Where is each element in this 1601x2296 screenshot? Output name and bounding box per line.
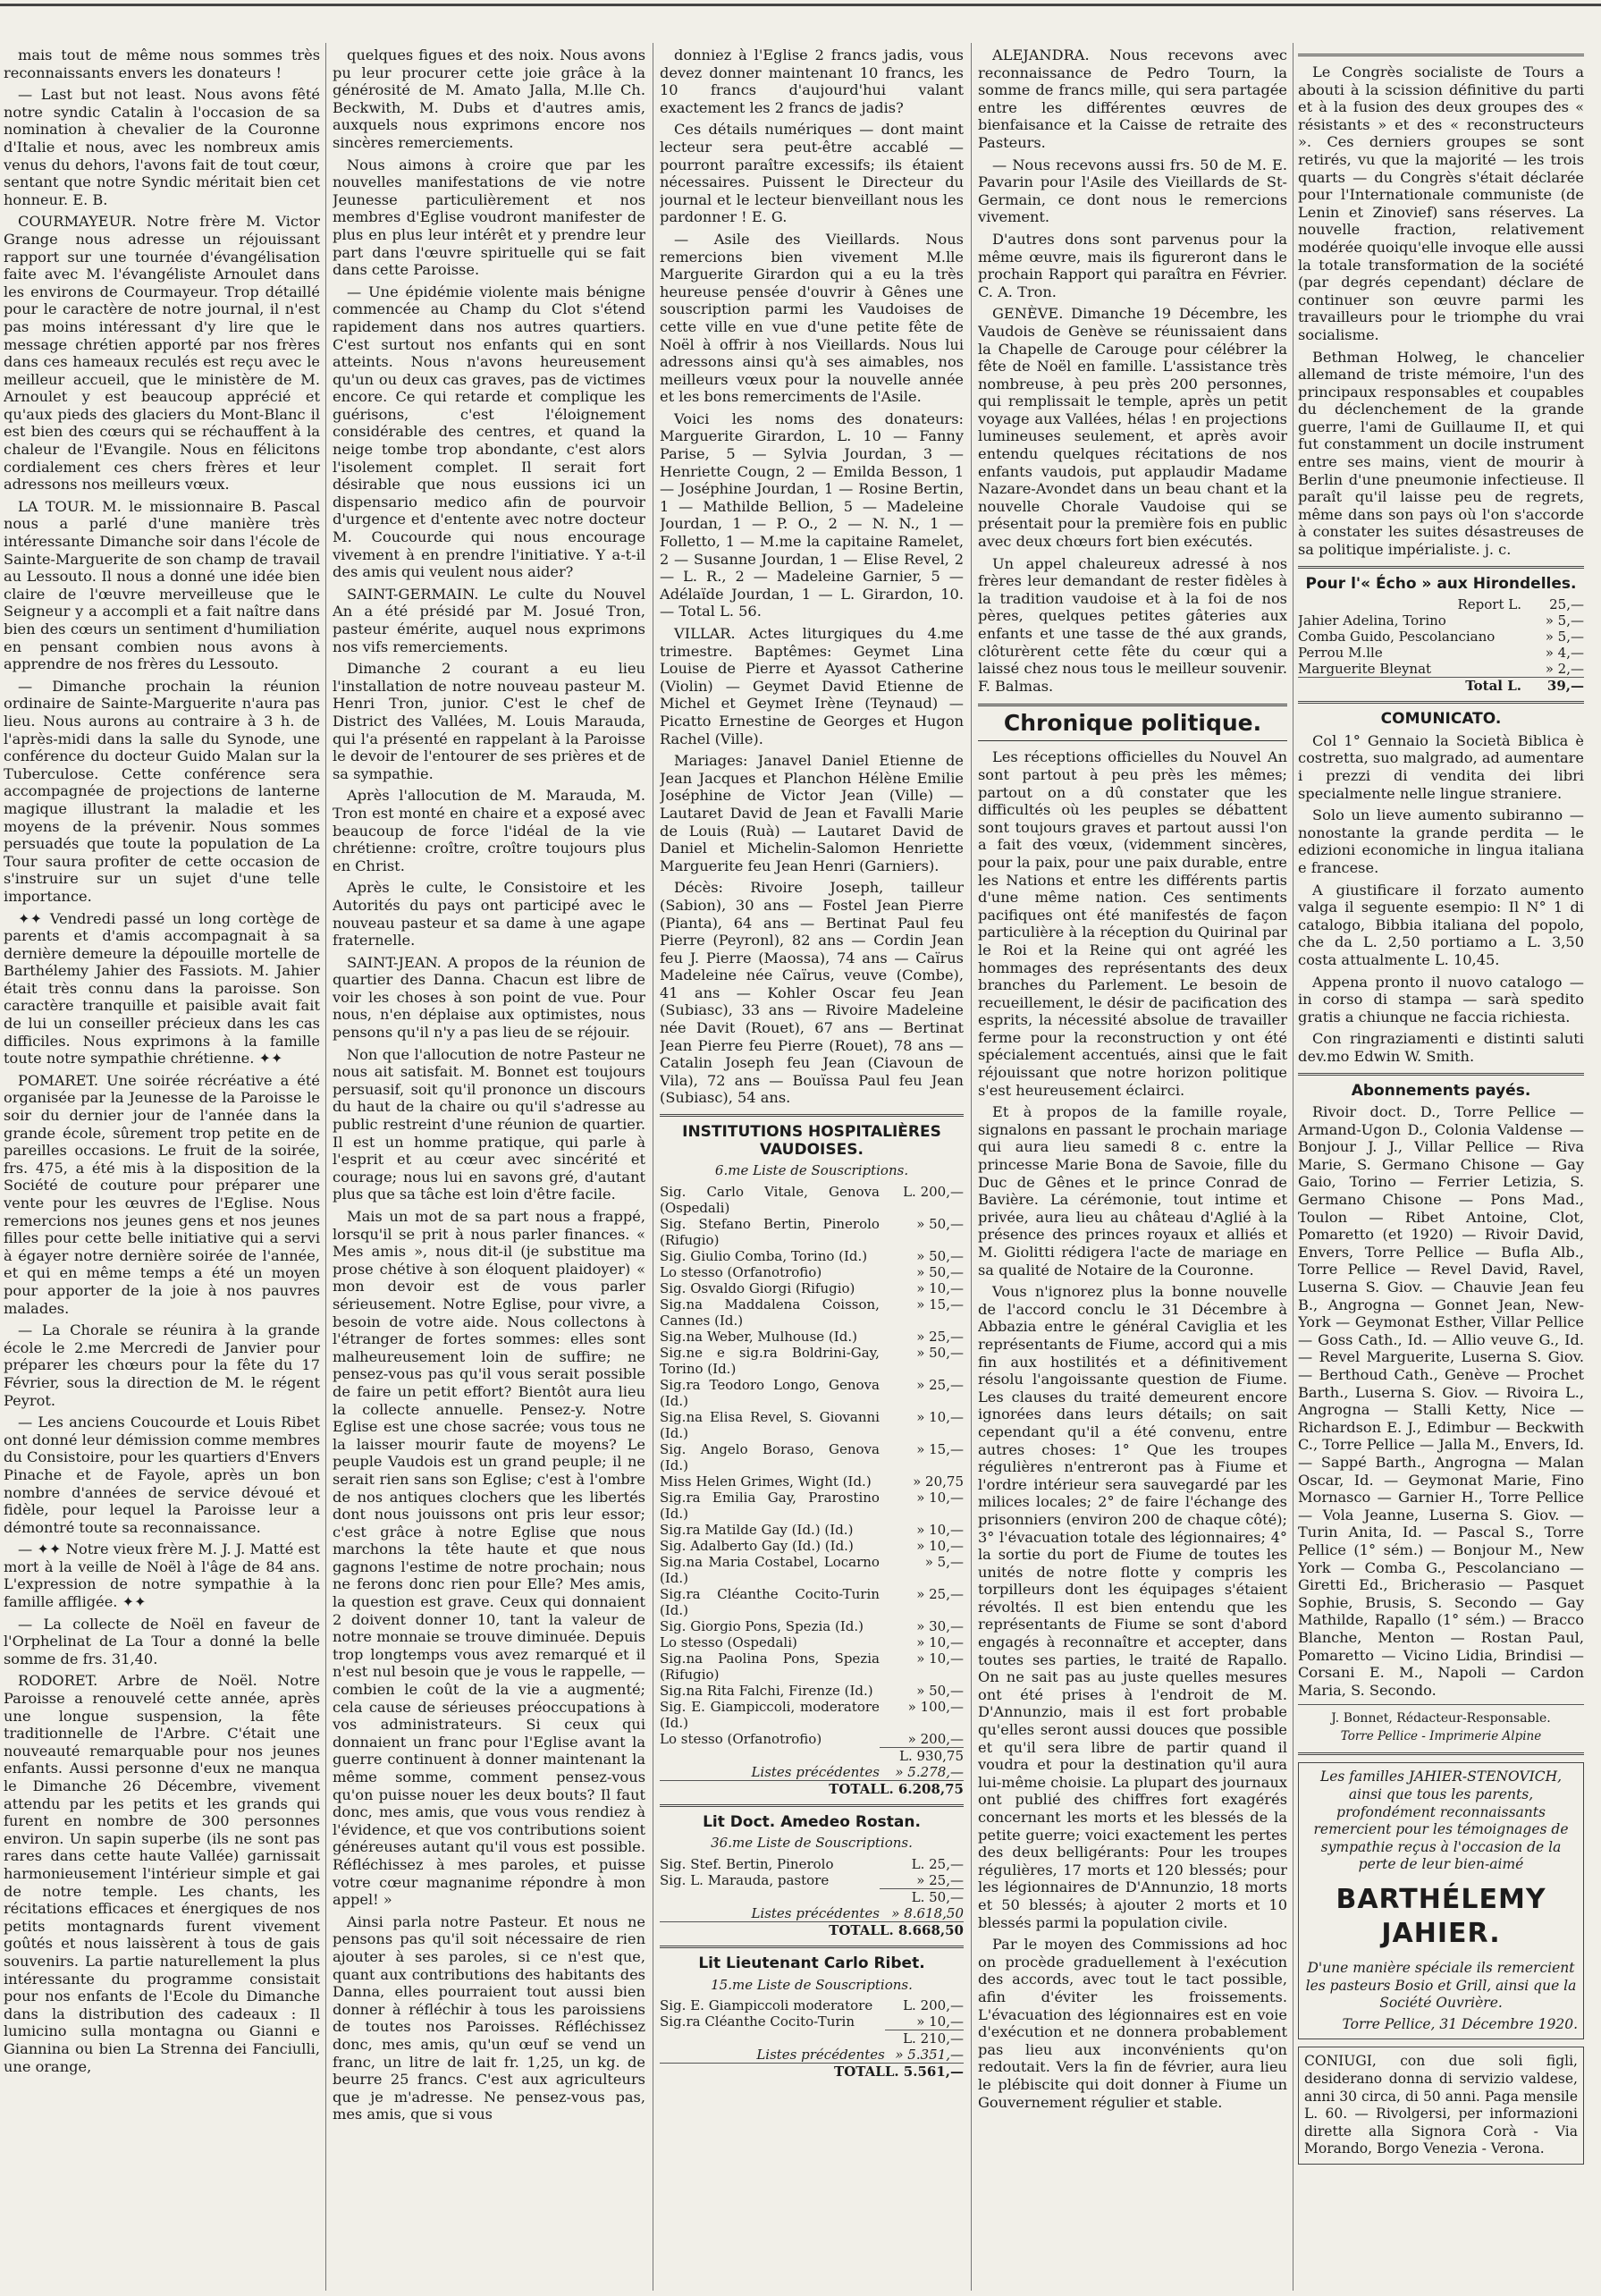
table-row [660,1329,964,1345]
article-paragraph: Après l'allocution de M. Marauda, M. Tron est monté en chaire et a exposé avec beaucoup de force l'idéal de la vie chrétienne: croître, croître toujours plus en Christ. [333,787,645,874]
sum-label [660,1889,880,1906]
table-row [660,1538,964,1554]
article-paragraph: ALEJANDRA. Nous recevons avec reconnaissance de Pedro Tourn, la somme de francs mille, qui sera partagée entre les différentes œuvres de bienfaisance et la Caisse de retraite des Pasteurs. [978,46,1287,151]
table-row [660,1473,964,1490]
amount: » 10,— [916,1489,964,1506]
total-label: TOTAL [660,2064,885,2081]
article-paragraph: VILLAR. Actes liturgiques du 4.me trimestre. Baptêmes: Geymet Lina Louise de Pierre et Ayassot Catherine (Violin) — Geymet David Etienne de Michel et Geymet Irène (Teynaud) — Picatto Ernestine de Georges et Hugon Rachel (Ville). [660,625,964,747]
article-paragraph: Dimanche 2 courant a eu lieu l'installation de notre nouveau pasteur M. Henri Tron, junior. C'est le chef de District des Vallées, M. Louis Marauda, qui l'a présenté en rappelant à la Paroisse le devoir de l'entourer de ses prières et de sa sympathie. [333,660,645,782]
donor-name: Sig.na Maria Costabel, Locarno (Id.) [660,1553,880,1586]
subscription-table [660,1184,964,1797]
redacteur-line: J. Bonnet, Rédacteur-Responsable. [1331,1711,1551,1726]
donor-name: Sig.ra Cléanthe Cocito-Turin [660,2013,855,2030]
amount: » 10,— [916,1408,964,1425]
table-row [660,1699,964,1731]
total-label: Total L. [1298,678,1521,695]
avis-date: Torre Pellice, 31 Décembre 1920. [1342,2015,1578,2032]
total-label: TOTAL [660,1780,880,1797]
rule [660,1946,964,1948]
total-amount: 39,— [1521,678,1584,695]
amount: » 50,— [916,1247,964,1264]
sum-label [660,1747,880,1764]
table-row [660,1586,964,1618]
article-paragraph: — Une épidémie violente mais bénigne commencée au Champ du Clot s'étend rapidement dans nos autres quartiers. C'est surtout nos enfants qui en sont atteints. Nous n'avons heureusement qu'un ou deux cas graves, pas de victimes encore. Ce qui retarde et complique les guérisons, c'est l'éloignement considérable des centres, et quand la neige tombe trop abondante, c'est alors l'isolement complet. Il serait fort désirable que nous eussions ici un dispensario medico afin de pourvoir d'urgence et d'entente avec notre docteur M. Coucourde qui nous encourage vivement à en prendre l'initiative. Y a-t-il des amis qui veulent nous aider? [333,283,645,581]
article-paragraph: — La collecte de Noël en faveur de l'Orphelinat de La Tour a donné la belle somme de frs. 31,40. [4,1615,320,1667]
comunicato-signature: Con ringraziamenti e distinti saluti dev.mo Edwin W. Smith. [1298,1030,1584,1065]
amount: L. 25,— [911,1856,964,1872]
donor-name: Sig. Giulio Comba, Torino (Id.) [660,1247,868,1264]
amount: » 5,— [924,1553,964,1570]
hirondelles-table [1298,596,1584,694]
article-paragraph: Bethman Holweg, le chancelier allemand de triste mémoire, l'un des principaux responsables et coupables du déclenchement de la grande guerre, l'ami de Guillaume II, et qui fut constamment un docile instrument entre ses mains, vient de mourir à Berlin d'une pneumonie infectieuse. Il paraît qu'il laisse peu de regrets, même dans son pays où l'on s'accorde à constater les suites désastreuses de sa politique impérialiste. j. c. [1298,348,1584,559]
donor-name: Miss Helen Grimes, Wight (Id.) [660,1473,872,1490]
amount: » 4,— [1545,645,1584,662]
amount: » 10,— [916,1521,964,1538]
column-3 [660,46,964,2289]
hirondelles-title: Pour l'« Écho » aux Hirondelles. [1305,574,1577,593]
donor-name: Sig. Angelo Boraso, Genova (Id.) [660,1440,880,1473]
donor-name: Sig.na Maddalena Coisson, Cannes (Id.) [660,1296,880,1329]
comunicato-paragraph: Appena pronto il nuovo catalogo — in corso di stampa — sarà spedito gratis a chiunque ne faccia richiesta. [1298,973,1584,1026]
subscription-title: INSTITUTIONS HOSPITALIÈRES VAUDOISES. [682,1123,941,1159]
article-paragraph: POMARET. Une soirée récréative a été organisée par la Jeunesse de la Paroisse le soir du dernier jour de l'année dans la grande école, sûrement trop petite en de pareilles occasions. Le fruit de la soirée, frs. 475, a été mis à la disposition de la Société de couture pour préparer une vente pour les œuvres de l'Eglise. Nous remercions nos jeunes gens et nos jeunes filles pour cette belle initiative qui a servi à égayer notre dernière soirée de l'année, et qui en même temps a été un moyen pour apporter de la joie à nos pauvres malades. [4,1071,320,1317]
previous-label: Listes précédentes [751,1763,880,1780]
donor-name: Sig.ra Emilia Gay, Prarostino (Id.) [660,1489,880,1522]
donor-name: Sig.ra Teodoro Longo, Genova (Id.) [660,1376,880,1409]
subscription-subtitle: 15.me Liste de Souscriptions. [711,1976,913,1993]
previous-amount: » 8.618,50 [891,1905,964,1921]
donor-name: Report L. [1457,596,1521,613]
amount: » 25,— [916,1376,964,1393]
rule [1298,701,1584,704]
donor-name: Perrou M.lle [1298,645,1383,662]
article-paragraph: mais tout de même nous sommes très reconnaissants envers les donateurs ! [4,46,320,81]
donor-name: Sig.ne e sig.ra Boldrini-Gay, Torino (Id.) [660,1344,880,1377]
article-paragraph: COURMAYEUR. Notre frère M. Victor Grange nous adresse un réjouissant rapport sur une tournée d'évangélisation faite avec M. l'évangéliste Arnoulet dans les environs de Courmayeur. Trop détaillé pour le caractère de notre journal, il n'est pas moins intéressant d'y lire que le message chrétien apporté par nos frères dans ces hameaux reculés est reçu avec le meilleur accueil, que le ministère de M. Arnoulet y est beaucoup apprécié et qu'aux pieds des glaciers du Mont-Blanc il est bien des cœurs qui se réchauffent à la chaleur de l'Evangile. Nous en félicitons cordialement ces chers frères et leur adressons nos meilleurs vœux. [4,213,320,494]
total-amount: L. 5.561,— [884,2064,964,2081]
article-paragraph: — Les anciens Coucourde et Louis Ribet ont donné leur démission comme membres du Consistoire, pour les quartiers d'Envers Pinache et de Fayole, après un bon nombre d'années de service dévoué et fidèle, pour lequel la Paroisse leur a démontré toute sa reconnaissance. [4,1414,320,1536]
article-paragraph: D'autres dons sont parvenus pour la même œuvre, mais ils figureront dans le prochain Rapport qui paraîtra en Février. C. A. Tron. [978,230,1287,300]
amount: » 10,— [916,1633,964,1650]
article-paragraph: GENÈVE. Dimanche 19 Décembre, les Vaudois de Genève se réunissaient dans la Chapelle de Carouge pour célébrer la fête de Noël en famille. L'assistance très nombreuse, à peu près 200 personnes, qui remplissait le temple, après un petit voyage aux Vallées, hélas ! en projections lumineuses seulement, et après avoir entendu quelques récitations de nos enfants vaudois, put applaudir Madame Nazare-Avondet dans un beau chant et la nouvelle Chorale Vaudoise qui se présentait pour la première fois en public avec deux chœurs fort bien exécutés. [978,305,1287,551]
donor-name: Sig. Carlo Vitale, Genova (Ospedali) [660,1183,880,1216]
previous-label: Listes précédentes [756,2047,885,2064]
rule [660,1114,964,1117]
table-row [660,1345,964,1377]
donor-name: Marguerite Bleynat [1298,661,1432,678]
donor-name: Sig. Stef. Bertin, Pinerolo [660,1856,834,1872]
article-paragraph: Après le culte, le Consistoire et les Autorités du pays ont participé avec le nouveau pasteur et sa dame à une agape fraternelle. [333,879,645,950]
total-row [660,2064,964,2081]
article-paragraph: Mariages: Janavel Daniel Etienne de Jean Jacques et Planchon Hélène Emilie Joséphine de Victor Jean (Ville) — Lautaret David de Jean et Favalli Marie de Louis (Ruà) — Lautaret David de Daniel et Michelin-Salomon Henriette Marguerite feu Jean Henri (Garniers). [660,752,964,874]
article-paragraph: Mais un mot de sa part nous a frappé, lorsqu'il se prit à nous parler finances. « Mes amis », nous dit-il (je substitue ma prose chétive à son éloquent plaidoyer) « mon devoir est de vous parler sérieusement. Notre Eglise, pour vivre, a besoin de votre aide. Nous collectons à l'étranger de fortes sommes: elles sont malheureusement loin de suffire; ne pensez-vous pas qu'il vous serait possible de faire un petit effort? Bientôt aura lieu la collecte annuelle. Pensez-y. Notre Eglise est une chose sacrée; vous tous ne la laisser mourir faute de moyens? Le peuple Vaudois est un grand peuple; il ne serait rien sans son Eglise; c'est à l'ombre de nos antiques clochers que les libertés dont nous jouissons ont pris leur essor; c'est grâce à notre Eglise que nous marchons la tête haute et que nous gagnons l'estime de notre prochain; nous ne ferons donc rien pour Elle? Mes amis, la question est grave. Ceux qui donnaient 2 doivent donner 10, tant la valeur de notre monnaie se trouve diminuée. Depuis trop longtemps vous avez remarqué et il n'est nul besoin que je vous le rappelle, — combien le coût de la vie a augmenté; cela cause de sérieuses préoccupations à vos administrateurs. Si ceux qui donnaient un franc pour l'Eglise avant la guerre continuent à donner maintenant la même somme, comment pensez-vous qu'on puisse nouer les deux bouts? Il faut donc, mes amis, que vous vous rendiez à l'évidence, et que vos contributions soient généreuses autant qu'il vous est possible. Réfléchissez à mes paroles, et puisse votre cœur magnanime répondre à mon appel! » [333,1208,645,1909]
amount: » 100,— [907,1698,964,1715]
amount: L. 200,— [903,1183,964,1200]
rule [660,1804,964,1807]
total-amount: L. 8.668,50 [879,1922,964,1938]
amount: » 50,— [916,1344,964,1361]
amount: » 10,— [916,2013,964,2030]
column-2 [333,46,645,2289]
avis-name: BARTHÉLEMY JAHIER. [1336,1884,1546,1950]
classified-ad: CONIUGI, con due soli figli, desiderano donna di servizio valdese, anni 30 circa, di 50 anni. Paga mensile L. 60. — Rivolgersi, per informazioni dirette alla Signora Corà - Via Morando, Borgo Venezia - Verona. [1298,2047,1584,2165]
article-paragraph: SAINT-GERMAIN. Le culte du Nouvel An a été présidé par M. Josué Tron, pasteur émérite, auquel nous exprimons nos vifs remerciements. [333,585,645,655]
table-row [660,1554,964,1586]
amount: » 50,— [916,1263,964,1280]
previous-row [660,2047,964,2064]
amount: 25,— [1549,596,1584,613]
article-paragraph: Et à propos de la famille royale, signalons en passant le prochain mariage qui aura lieu samedi 8 c. entre la princesse Marie Bona de Savoie, fille du Duc de Gênes et le prince Conrad de Bavière. La cérémonie, tout intime et privée, aura lieu au château d'Aglié à la présence des princes royaux et alliés et M. Giolitti rédigera l'acte de mariage en sa qualité de Notaire de la Couronne. [978,1103,1287,1279]
amount: » 5,— [1545,612,1584,629]
avis-text: Les familles JAHIER-STENOVICH, ainsi que tous les parents, profondément reconnaissants remercient pour les témoignages de sympathie reçus à l'occasion de la perte de leur bien-aimé [1313,1768,1569,1873]
previous-label: Listes précédentes [751,1905,880,1921]
donor-name: Sig. Stefano Bertin, Pinerolo (Rifugio) [660,1215,880,1248]
table-row [1298,629,1584,645]
article-paragraph: Les réceptions officielles du Nouvel An sont partout à peu près les mêmes; partout on a dû constater que les difficultés où les peuples se débattent sont toujours graves et partout aussi l'on a fait des vœux, (videmment sincères, pour la paix, pour une paix durable, entre les Nations et entre les différents partis d'une même nation. Ces sentiments pacifiques ont été manifestés de façon particulière à la réception du Quirinal par le Roi et la Reine qui ont agréé les hommages des représentants des deux branches du Parlement. Le besoin de recueillement, le désir de pacification des esprits, la nécessité absolue de travailler ferme pour la reconstruction y ont été spécialement accentués, ainsi que le fait réjouissant que notre horizon politique s'est heureusement éclairci. [978,748,1287,1099]
donor-name: Jahier Adelina, Torino [1298,612,1446,629]
donor-name: Sig.na Elisa Revel, S. Giovanni (Id.) [660,1408,880,1441]
total-row [660,1922,964,1939]
article-paragraph: quelques figues et des noix. Nous avons pu leur procurer cette joie grâce à la générosité de M. Amato Jalla, M.lle Ch. Beckwith, M. Dubs et d'autres amis, auxquels nous exprimons encore nos sincères remerciements. [333,46,645,151]
donor-name: Sig.ra Matilde Gay (Id.) (Id.) [660,1521,854,1538]
total-amount: L. 6.208,75 [879,1780,964,1797]
avis-text-2: D'une manière spéciale ils remercient les pasteurs Bosio et Grill, ainsi que la Société Ouvrière. [1305,1960,1577,2012]
amount: » 25,— [916,1328,964,1345]
table-row [660,1264,964,1280]
table-row [1298,661,1584,678]
amount: » 15,— [916,1440,964,1457]
rule [1298,566,1584,569]
amount: » 50,— [916,1682,964,1699]
previous-amount: » 5.278,— [895,1763,964,1780]
table-row [660,1184,964,1216]
previous-row [660,1764,964,1781]
amount: » 10,— [916,1537,964,1554]
donor-name: Lo stesso (Orfanotrofio) [660,1730,822,1747]
table-row [660,1522,964,1538]
donor-name: Sig.ra Cléanthe Cocito-Turin (Id.) [660,1585,880,1618]
table-row [660,1296,964,1329]
table-row [660,2013,964,2030]
donor-name: Comba Guido, Pescolanciano [1298,629,1496,646]
amount: » 25,— [916,1585,964,1602]
comunicato-title: COMUNICATO. [1380,710,1502,729]
table-row [660,1997,964,2013]
article-paragraph: — Last but not least. Nous avons fêté notre syndic Catalin à l'occasion de sa nomination à chevalier de la Couronne d'Italie et nous, avec les nombreux amis venus du dehors, l'avons fait de tout cœur, sentant que notre Syndic méritait bien cet honneur. E. B. [4,86,320,208]
table-row [660,1409,964,1441]
sum-row [660,1747,964,1764]
table-row [660,1856,964,1872]
column-5 [1298,46,1584,2289]
subscription-table [660,1856,964,1938]
section-title: Chronique politique. [978,704,1287,741]
donor-name: Sig. E. Giampiccoli moderatore [660,1997,873,2014]
article-paragraph: RODORET. Arbre de Noël. Notre Paroisse a renouvelé cette année, après une longue suspension, la fête traditionnelle de l'Arbre. C'était une nouveauté remarquable pour nos jeunes enfants. Aussi personne d'eux ne manqua le Dimanche 26 Décembre, vivement attendu par les petits et les grands qui furent en nombre de 300 personnes environ. Un sapin superbe (ils ne sont pas rares dans cette haute Vallée) garnissait harmonieusement l'intérieur simple et gai de notre temple. Les chants, les récitations efficaces et énergiques de nos petits montagnards furent vivement goûtés et nous laissèrent à tous de gais souvenirs. La partie naturellement la plus intéressante du programme consistait pour nos enfants de l'Ecole du Dimanche dans la distribution des cadeaux : Il lumicino sulla montagna ou Gianni e Giannina ou bien La Strenna dei Fanciulli, une orange, [4,1672,320,2075]
amount: » 10,— [916,1650,964,1667]
donor-name: Sig. L. Marauda, pastore [660,1872,830,1888]
table-row [1298,612,1584,629]
donor-name: Sig. Giorgio Pons, Spezia (Id.) [660,1617,864,1634]
rule [1298,1704,1584,1705]
article-paragraph: — Dimanche prochain la réunion ordinaire de Sainte-Marguerite n'aura pas lieu. Nous aurons au contraire à 3 h. de l'après-midi dans la salle du Synode, une conférence du docteur Guido Malan sur la Tuberculose. Cette conférence sera accompagnée de projections de lanterne magique illustrant la maladie et les moyens de la prévenir. Nous sommes persuadés que toute la population de La Tour saura profiter de cette occasion de s'instruire sur un sujet d'une telle importance. [4,677,320,905]
article-paragraph: Voici les noms des donateurs: Marguerite Girardon, L. 10 — Fanny Parise, 5 — Sylvia Jourdan, 3 — Henriette Cougn, 2 — Emilda Besson, 1 — Joséphine Jourdan, 1 — Rosine Bertin, 1 — Mathilde Bellion, 5 — Madeleine Jourdan, 1 — P. O., 2 — N. N., 1 — Folletto, 1 — M.me la capitaine Ramelet, 2 — Susanne Jourdan, 1 — Elise Revel, 2 — L. R., 2 — Madeleine Garnier, 5 — Adélaïde Jourdan, 1 — L. Girardon, 10. — Total L. 56. [660,409,964,620]
column-rule [971,43,972,2291]
amount: » 10,— [916,1279,964,1296]
amount: » 50,— [916,1215,964,1232]
donor-name: Sig.na Weber, Mulhouse (Id.) [660,1328,857,1345]
donor-name: Sig. E. Giampiccoli, moderatore (Id.) [660,1698,880,1731]
avis-mortuaire [1298,1762,1584,2039]
total-row [660,1780,964,1797]
table-row [1298,596,1584,612]
table-row [660,1731,964,1748]
subscription-subtitle: 36.me Liste de Souscriptions. [711,1835,913,1852]
sum-amount: L. 50,— [880,1889,964,1906]
sum-row [660,1889,964,1906]
sum-amount: L. 930,75 [880,1747,964,1764]
article-paragraph: — Asile des Vieillards. Nous remercions bien vivement M.lle Marguerite Girardon qui a eu la très heureuse pensée d'ouvrir à Gênes une souscription parmi les Vaudoises de cette ville en vue d'une petite fête de Noël à offrir à nos Vieillards. Nous lui adressons ainsi qu'à ses aimables, nos meilleurs vœux pour la nouvelle année et les bons remerciments de l'Asile. [660,230,964,406]
donor-name: Lo stesso (Orfanotrofio) [660,1263,822,1280]
subscription-table [660,1997,964,2080]
abonnements-title: Abonnements payés. [1351,1081,1531,1100]
article-paragraph: — La Chorale se réunira à la grande école le 2.me Mercredi de Janvier pour préparer les chœurs pour la fête du 17 Février, sous la direction de M. le régent Peyrot. [4,1321,320,1409]
article-paragraph: — Nous recevons aussi frs. 50 de M. E. Pavarin pour l'Asile des Vieillards de St-Germain, ce dont nous le remercions vivement. [978,156,1287,226]
article-paragraph: Un appel chaleureux adressé à nos frères leur demandant de rester fidèles à la tradition vaudoise et à la foi de nos pères, quelques petites gâteries aux enfants et une tasse de thé aux grands, clôturèrent cette fête du cœur qui a laissé chez nous tous le meilleur souvenir. F. Balmas. [978,554,1287,695]
imprimerie-line: Torre Pellice - Imprimerie Alpine [1340,1728,1542,1743]
top-rule [0,4,1601,6]
rule [1298,1073,1584,1076]
amount: » 5,— [1545,629,1584,646]
subscription-title: Lit Doct. Amedeo Rostan. [703,1812,921,1831]
article-paragraph: LA TOUR. M. le missionnaire B. Pascal nous a parlé d'une manière très intéressante Dimanche soir dans l'école de Sainte-Marguerite de son champ de travail au Lessouto. Il nous a donné une idée bien claire de l'œuvre merveilleuse que le Seigneur y a accompli et a fait naître dans bien des cœurs un sentiment d'humiliation en pensant combien nous avons à apprendre de nos frères du Lessouto. [4,497,320,673]
table-row [660,1872,964,1889]
rule [1298,1752,1584,1755]
table-row [660,1650,964,1683]
table-row [660,1634,964,1650]
donor-name: Sig.na Rita Falchi, Firenze (Id.) [660,1682,873,1699]
previous-row [660,1905,964,1922]
amount: L. 200,— [903,1997,964,2014]
article-paragraph: Ainsi parla notre Pasteur. Et nous ne pensons pas qu'il soit nécessaire de rien ajouter à ses paroles, si ce n'est que, quant aux contributions des habitants des Danna, elles pourraient tout aussi bien donner à réfléchir à tous les paroissiens de toutes nos Paroisses. Réfléchissez donc, mes amis, qu'un œuf se vend un franc, un litre de lait fr. 1,25, un kg. de beurre 25 francs. C'est aux agriculteurs que je m'adresse. Ne pensez-vous pas, mes amis, que si vous [333,1912,645,2123]
article-paragraph: donniez à l'Eglise 2 francs jadis, vous devez donner maintenant 10 francs, les 10 francs d'aujourd'hui valant exactement les 2 francs de jadis? [660,46,964,116]
article-paragraph: Ces détails numériques — dont maint lecteur sera peut-être accablé — pourront paraître excessifs; ils étaient nécessaires. Puissent le Directeur du journal et le lecteur bienveillant nous les pardonner ! E. G. [660,121,964,226]
donor-name: Sig. Osvaldo Giorgi (Rifugio) [660,1279,855,1296]
column-1 [4,46,320,2289]
article-paragraph: ✦✦ Vendredi passé un long cortège de parents et d'amis accompagnait à sa dernière demeure la dépouille mortelle de Barthélemy Jahier des Fassiots. M. Jahier était très connu dans la paroisse. Son caractère tranquille et paisible avait fait de lui un conseiller précieux dans les cas difficiles. Nous exprimons à la famille toute notre sympathie chrétienne. ✦✦ [4,909,320,1068]
table-row [660,1280,964,1296]
subscription-title: Lit Lieutenant Carlo Ribet. [698,1954,925,1972]
amount: » 200,— [907,1730,964,1747]
sum-row [660,2030,964,2047]
donor-name: Sig. Adalberto Gay (Id.) (Id.) [660,1537,854,1554]
total-row [1298,678,1584,695]
article-paragraph: SAINT-JEAN. A propos de la réunion de quartier des Danna. Chacun est libre de voir les choses à son point de vue. Pour nous, n'en déplaise aux optimistes, nous pensons qu'il n'y a pas lieu de se réjouir. [333,953,645,1042]
amount: » 15,— [916,1296,964,1313]
amount: » 20,75 [913,1473,964,1490]
article-paragraph: Décès: Rivoire Joseph, tailleur (Sabion), 30 ans — Fostel Jean Pierre (Pianta), 64 ans — Bertinat Paul feu Pierre (Peyronl), 82 ans — Cordin Jean feu J. Pierre (Maossa), 74 ans — Caïrus Madeleine née Caïrus, veuve (Combe), 41 ans — Kohler Oscar feu Jean (Subiasc), 33 ans — Rivoire Madeleine née Davit (Rouet), 67 ans — Bertinat Jean Pierre feu Pierre (Rouet), 78 ans — Catalin Joseph feu Jean (Ciavoun de Vila), 72 ans — Bouïssa Paul feu Jean (Subiasc), 54 ans. [660,879,964,1107]
previous-amount: » 5.351,— [895,2047,964,2064]
table-row [660,1618,964,1634]
table-row [660,1216,964,1248]
amount: » 25,— [916,1872,964,1888]
donor-name: Lo stesso (Ospedali) [660,1633,797,1650]
column-rule [325,43,326,2291]
table-row [660,1683,964,1699]
table-row [660,1377,964,1409]
table-row [660,1248,964,1264]
table-row [660,1490,964,1522]
donor-name: Sig.na Paolina Pons, Spezia (Rifugio) [660,1650,880,1683]
article-paragraph: — ✦✦ Notre vieux frère M. J. J. Matté est mort à la veille de Noël à l'âge de 84 ans. L'expression de notre sympathie à la famille affligée. ✦✦ [4,1541,320,1611]
article-paragraph: Nous aimons à croire que par les nouvelles manifestations de vie notre Jeunesse particulièrement et nos membres d'Eglise voudront manifester de plus en plus leur intérêt et y prendre leur part dans l'œuvre spirituelle qui se fait dans cette Paroisse. [333,156,645,279]
rule [1298,54,1584,56]
article-paragraph: Vous n'ignorez plus la bonne nouvelle de l'accord conclu le 31 Décembre à Abbazia entre le général Caviglia et les représentants de Fiume, accord qui a mis fin aux hostilités et a définitivement résolu l'angoissante question de Fiume. Les clauses du traité demeurent encore ignorées dans leurs détails; on sait cependant qu'il a été convenu, entre autres choses: 1° Que les troupes régulières n'entreront pas à Fiume et l'ordre intérieur sera sauvegardé par les milices locales; 2° de faire l'échange des prisonniers (environ 200 de chaque côté); 3° l'évacuation totale des légionnaires; 4° la sortie du port de Fiume de toutes les unités de notre flotte y compris les torpilleurs dont les équipages s'étaient révoltés. Il est bien entendu que les représentants de Fiume se sont d'abord engagés à reconnaître et accepter, dans toutes ses parties, le traité de Rapallo. On ne sait pas au juste quelles mesures ont été prises à l'endroit de M. D'Annunzio, mais il est fort probable qu'elles seront aussi douces que possible et qu'il sera libre de partir quand il voudra et pour la destination qu'il aura lui-même choisie. La plupart des journaux ont publié des chiffres fort exagérés concernant les morts et les blessés de la petite guerre; voici exactement les pertes des deux belligérants: Pour les troupes régulières, 17 morts et 120 blessés; pour les légionnaires de D'Annunzio, 18 morts et 50 blessés; à ajouter 2 morts et 10 blessés parmi la population civile. [978,1283,1287,1931]
abonnements-list: Rivoir doct. D., Torre Pellice — Armand-Ugon D., Colonia Valdense — Bonjour J. J., Villar Pellice — Riva Marie, S. Germano Chisone — Gay Gaio, Torino — Ferrier Letizia, S. Germano Chisone — Pons Mad., Toulon — Ribet Antoine, Clot, Pomaretto (et 1920) — Rivoir David, Envers, Torre Pellice — Bufla Alb., Torre Pellice — Revel David, Ravel, Luserna S. Giov. — Chauvie Jean feu B., Angrogna — Gonnet Jean, New-York — Geymonat Esther, Villar Pellice — Goss Cath., Id. — Allio veuve G., Id. — Revel Marguerite, Luserna S. Giov. — Berthoud Cath., Genève — Prochet Barth., Luserna S. Giov. — Rivoira L., Angrogna — Stalli Ketty, Nice — Richardson E. J., Edimbur — Beckwith C., Torre Pellice — Jalla M., Envers, Id. — Sappé Barth., Angrogna — Malan Oscar, Id. — Geymonat Marie, Fino Mornasco — Garnier H., Torre Pellice — Vola Jeanne, Luserna S. Giov. — Turin Anita, Id. — Pascal S., Torre Pellice (1° sém.) — Bonjour M., New York — Comba G., Pescolanciano — Giretti Ed., Bricherasio — Pasquet Sophie, Brusis, S. Secondo — Gay Mathilde, Rapallo (1° sém.) — Bracco Blanche, Menton — Rostan Paul, Pomaretto — Vicino Lidia, Brindisi — Corsani E. M., Napoli — Cardon Maria, S. Secondo. [1298,1103,1584,1699]
comunicato-paragraph: A giustificare il forzato aumento valga il seguente esempio: Il N° 1 di catalogo, Bibbia italiana del popolo, che da L. 2,50 portiamo a L. 3,50 costa attualmente L. 10,45. [1298,881,1584,968]
table-row [1298,645,1584,661]
article-paragraph: Non que l'allocution de notre Pasteur ne nous ait satisfait. M. Bonnet est toujours persuasif, soit qu'il prononce un discours du haut de la chaire ou qu'il s'adresse au public restreint d'une réunion de quartier. Il est un homme pratique, qui parle à l'esprit et au cœur avec sincérité et courage; nous lui en savons gré, d'autant plus que sa tâche est loin d'être facile. [333,1045,645,1203]
amount: » 2,— [1545,661,1584,678]
column-4 [978,46,1287,2289]
comunicato-paragraph: Solo un lieve aumento subiranno — nonostante la grande perdita — le edizioni economiche in lingua italiana e francese. [1298,806,1584,876]
article-paragraph: Par le moyen des Commissions ad hoc on procède graduellement à l'exécution des accords, avec tout le tact possible, afin d'éviter les froissements. L'évacuation des légionnaires est en voie d'exécution et ne donnera probablement pas lieu aux inconvénients qu'on redoutait. Vers la fin de février, aura lieu le plébiscite qui doit donner à Fiume un Gouvernement régulier et stable. [978,1936,1287,2111]
comunicato-paragraph: Col 1° Gennaio la Società Biblica è costretta, suo malgrado, ad aumentare i prezzi di vendita dei libri specialmente nelle lingue straniere. [1298,731,1584,802]
article-paragraph: Le Congrès socialiste de Tours a abouti à la scission définitive du parti et à la fusion des deux groupes des « résistants » et des « reconstructeurs ». Ces derniers groupes se sont retirés, vu que la majorité — les trois quarts — du Congrès s'était déclarée pour l'Internationale communiste (de Lenin et Zinovief) sans réserves. La nouvelle fraction, relativement modérée quoiqu'elle invoque elle aussi la totale transformation de la société (par degrés cependant) déclare de continuer son œuvre parmi les travailleurs pour le triomphe du vrai socialisme. [1298,63,1584,343]
subscription-subtitle: 6.me Liste de Souscriptions. [714,1162,909,1179]
table-row [660,1441,964,1473]
total-label: TOTAL [660,1922,880,1939]
sum-amount: L. 210,— [885,2030,964,2047]
amount: » 30,— [916,1617,964,1634]
sum-label [660,2030,885,2047]
